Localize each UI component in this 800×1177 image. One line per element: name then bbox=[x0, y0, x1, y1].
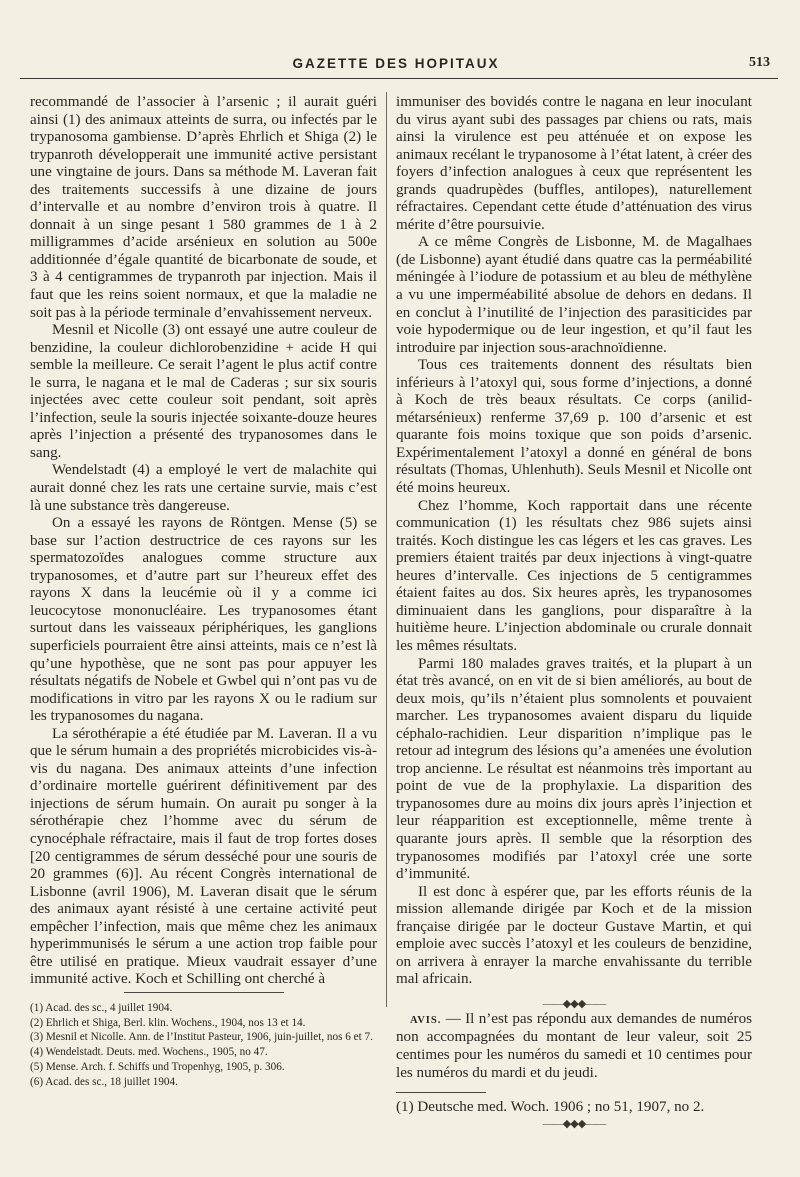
paragraph: Tous ces traitements donnent des résultats bien inférieurs à l’atoxyl qui, sous forme d’injections, a donné à Koch de très beaux résultats. Ce corps (anilid-métarsénieux) renferme 37,69 p. 100 d’arsenic et est quarante fois moins toxique que son poids d’arsenic. Expérimentalement l’atoxyl a donné en général de bons résultats (Thomas, Uhlenhuth). Seuls Mesnil et Nicolle ont été moins heureux. bbox=[396, 357, 752, 497]
header-rule bbox=[20, 78, 778, 79]
notice-label: AVIS. bbox=[410, 1014, 442, 1026]
left-footnotes bbox=[30, 992, 377, 1089]
paragraph: Il est donc à espérer que, par les efforts réunis de la mission allemande dirigée par Koch et de la mission française dirigée par le docteur Gustave Martin, et qui emploie avec succès l’atoxyl et les couleurs de benzidine, on arrivera à enrayer la marche envahissante du terrible mal africain. bbox=[396, 883, 752, 988]
footnote: (6) Acad. des sc., 18 juillet 1904. bbox=[30, 1075, 178, 1088]
footnote-rule bbox=[396, 1092, 486, 1093]
footnote: (3) Mesnil et Nicolle. Ann. de l’Institut Pasteur, 1906, juin-juillet, nos 6 et 7. bbox=[30, 1031, 373, 1044]
paragraph: La sérothérapie a été étudiée par M. Laveran. Il a vu que le sérum humain a des propriétés microbicides vis-à-vis du nagana. Des animaux atteints d’une infection d’ordinaire mortelle guérirent définitivement par des injections de sérum humain. On aurait pu songer à la sérothérapie chez l’homme avec du sérum de cynocéphale réfractaire, mais il faut de trop fortes doses [20 centigrammes de sérum desséché pour une souris de 20 grammes (6)]. Au récent Congrès international de Lisbonne (avril 1906), M. Laveran disait que le sérum des animaux ayant résisté à une certaine activité peut empêcher l’infection, mais que même chez les animaux hyperimmunisés le sérum a une action trop faible pour être utilisé en pratique. Mieux vaudrait essayer d’une immunité active. Koch et Schilling ont cherché à bbox=[30, 725, 377, 988]
column-divider bbox=[386, 92, 387, 1007]
paragraph: recommandé de l’associer à l’arsenic ; il aurait guéri ainsi (1) des animaux atteints de surra, ou infectés par le trypanosoma gambiense. D’après Ehrlich et Shiga (2) le trypanroth développerait une immunité active persistant une vingtaine de jours. Dans sa méthode M. Laveran fait des traitements successifs à une dizaine de jours d’intervalle et au nombre d’environ trois à quatre. Il donnait à un singe pesant 1 580 grammes de 1 à 2 milligrammes d’acide arsénieux en solution au 500e additionnée d’égale quantité de bicarbonate de soude, et 3 à 4 centigrammes de trypanroth par injection. Mais il faut que les reins soient normaux, et que la maladie ne soit pas à la période terminale d’envahissement nerveux. bbox=[30, 94, 377, 321]
footnote: (4) Wendelstadt. Deuts. med. Wochens., 1905, no 47. bbox=[30, 1046, 268, 1059]
right-column bbox=[396, 94, 752, 1131]
notice-text bbox=[396, 1011, 752, 1082]
page-header bbox=[22, 52, 770, 76]
notice-body: — Il n’est pas répondu aux demandes de numéros non accompagnées du montant de leur valeur, soit 25 centimes pour les numéros du samedi et 10 centimes pour les numéros du mardi et du jeudi. bbox=[396, 1010, 752, 1081]
paragraph: Mesnil et Nicolle (3) ont essayé une autre couleur de benzidine, la couleur dichlorobenzidine + acide H qui semble la meilleure. Ce serait l’agent le plus actif contre le surra, le nagana et le mal de Caderas ; sur six souris injectées avec cette couleur soit pendant, soit après l’infection, seule la souris injectée soixante-douze heures après l’injection a présenté des trypanosomes dans le sang. bbox=[30, 322, 377, 461]
paragraph: Parmi 180 malades graves traités, et la plupart à un état très avancé, on en vit de si bien améliorés, au bout de deux mois, qu’ils n’étaient plus somnolents et pouvaient marcher. Les trypanosomes avaient disparu du liquide céphalo-rachidien. Leur disparition n’implique pas le retour ad integrum des lésions qu’a amenées une évolution trop ancienne. Le résultat est néanmoins très important au point de vue de la prophylaxie. La disparition des trypanosomes dure au moins dix jours après l’injection et leur réapparition est exceptionnelle, même trente à quarante jours après. Il semble que la résorption des trypanosomes modifiés par l’atoxyl crée une sorte d’immunité. bbox=[396, 655, 752, 883]
footnote-rule bbox=[124, 992, 284, 993]
paragraph: A ce même Congrès de Lisbonne, M. de Magalhaes (de Lisbonne) ayant étudié dans quatre cas la perméabilité méningée à l’iodure de potassium et au bleu de méthylène a vu une imperméabilité absolue de dehors en dedans. Il en conclut à l’inutilité de l’injection des parasiticides par voie hypodermique ou de leur ingestion, et qu’il faut les introduire par injection sous-arachnoïdienne. bbox=[396, 234, 752, 356]
paragraph: Wendelstadt (4) a employé le vert de malachite qui aurait donné chez les rats une certaine survie, mais c’est là une substance très dangereuse. bbox=[30, 462, 377, 514]
ornament-divider: ——◆◆◆—— bbox=[542, 1117, 606, 1130]
footnote: (1) Deutsche med. Woch. 1906 ; no 51, 1907, no 2. bbox=[396, 1099, 705, 1116]
journal-title: GAZETTE DES HOPITAUX bbox=[292, 56, 500, 71]
page-number: 513 bbox=[749, 55, 770, 70]
ornament-divider: ——◆◆◆—— bbox=[542, 997, 606, 1010]
paragraph: Chez l’homme, Koch rapportait dans une récente communication (1) les résultats chez 986 sujets ainsi traités. Koch distingue les cas légers et les cas graves. Les premiers étaient traités par deux injections à vingt-quatre heures d’intervalle. Ces injections de 5 centigrammes étaient faites au dos. Six heures après, les trypanosomes diminuaient dans les ganglions, pour disparaître à la huitième heure. L’injection abdominale ou crurale donnait les mêmes résultats. bbox=[396, 497, 752, 654]
footnote: (5) Mense. Arch. f. Schiffs und Tropenhyg, 1905, p. 306. bbox=[30, 1060, 285, 1073]
left-column bbox=[30, 94, 377, 989]
footnote: (1) Acad. des sc., 4 juillet 1904. bbox=[30, 1002, 173, 1014]
notice-block bbox=[396, 997, 752, 1131]
footnote: (2) Ehrlich et Shiga, Berl. klin. Wochens., 1904, nos 13 et 14. bbox=[30, 1016, 306, 1029]
paragraph: immuniser des bovidés contre le nagana en leur inoculant du virus ayant subi des passages par chiens ou rats, mais ainsi la virulence est peu atténuée et on expose les animaux recélant le trypanosome à l’état latent, à créer des foyers d’infection analogues à ceux que représentent les grands quadrupèdes (buffles, antilopes), naturellement réfractaires. Cependant cette étude d’atténuation des virus mérite d’être poursuivie. bbox=[396, 94, 752, 233]
paragraph: On a essayé les rayons de Röntgen. Mense (5) se base sur l’action destructrice de ces rayons sur les spermatozoïdes analogues comme structure aux trypanosomes, et d’autre part sur l’heureux effet des rayons X dans la leucémie où il y a comme ici leucocytose mononucléaire. Les trypanosomes étant surtout dans les vaisseaux périphériques, les ganglions superficiels pourraient être ainsi atteints, mais ce n’est là qu’une hypothèse, que ne sont pas pour appuyer les résultats négatifs de Nobele et Gwbel qui n’ont pas vu de modifications in vitro par les rayons X ou le radium sur les trypanosomes du nagana. bbox=[30, 515, 377, 725]
